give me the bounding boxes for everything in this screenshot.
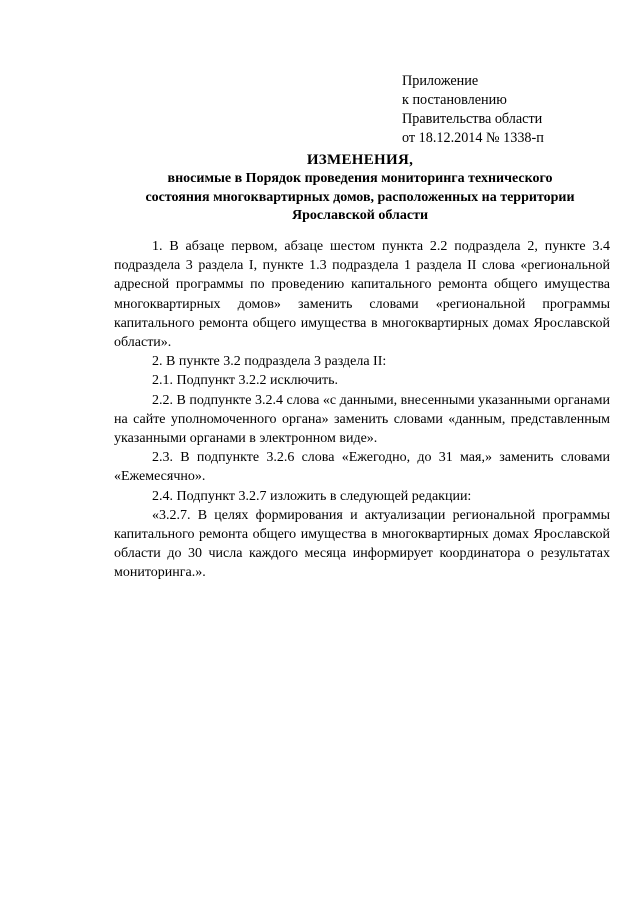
title-subline-2: состояния многоквартирных домов, расположенных на территории xyxy=(145,189,575,205)
document-title xyxy=(100,150,620,226)
appendix-line-3: Правительства области xyxy=(402,111,543,127)
paragraph-2: 2. В пункте 3.2 подраздела 3 раздела II: xyxy=(152,354,387,370)
paragraph-6: 2.4. Подпункт 3.2.7 изложить в следующей редакции: xyxy=(152,488,472,504)
appendix-header xyxy=(402,72,544,148)
appendix-line-1: Приложение xyxy=(402,73,479,89)
paragraph-3: 2.1. Подпункт 3.2.2 исключить. xyxy=(152,373,339,389)
paragraph-1: 1. В абзаце первом, абзаце шестом пункта 2.2 подраздела 2, пункте 3.4 подраздела 3 раздела I, пункте 1.3 подраздела 1 раздела II слова «региональной адресной программы по проведению капитального ремонта общего имущества многоквартирных домов» заменить словами «региональной программы капитального ремонта общего имущества в многоквартирных домах Ярославской области». xyxy=(114,239,610,351)
title-heading: ИЗМЕНЕНИЯ, xyxy=(306,152,414,168)
title-subline-1: вносимые в Порядок проведения мониторинга технического xyxy=(167,171,553,186)
appendix-line-4: от 18.12.2014 № 1338-п xyxy=(402,130,544,146)
paragraph-4: 2.2. В подпункте 3.2.4 слова «с данными, внесенными указанными органами на сайте уполномоченного органа» заменить словами «данным, представленным указанными органами в электронном виде». xyxy=(114,392,610,447)
title-subline-3: Ярославской области xyxy=(291,208,429,223)
paragraph-7: «3.2.7. В целях формирования и актуализации региональной программы капитального ремонта общего имущества в многоквартирных домах Ярославской области до 30 числа каждого месяца информирует координатора о результатах мониторинга.». xyxy=(114,507,610,581)
paragraph-5: 2.3. В подпункте 3.2.6 слова «Ежегодно, до 31 мая,» заменить словами «Ежемесячно». xyxy=(114,450,610,485)
document-body xyxy=(114,237,610,583)
appendix-line-2: к постановлению xyxy=(402,92,507,108)
